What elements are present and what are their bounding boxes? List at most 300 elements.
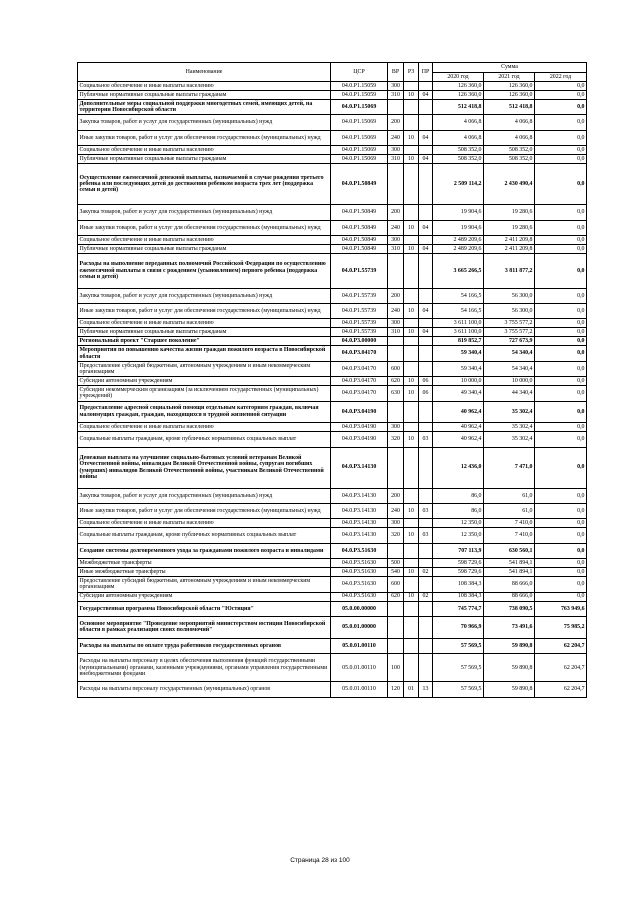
row-pr — [419, 559, 433, 568]
table-row — [78, 504, 587, 519]
row-name: Социальное обеспечение и иные выплаты населению — [78, 319, 331, 328]
page-footer: Страница 28 из 100 — [290, 857, 350, 864]
row-rz: 10 — [404, 303, 419, 318]
row-name: Субсидии некоммерческим организациям (за исключением государственных (муниципальных) учреждений) — [78, 386, 331, 401]
row-name: Денежная выплата на улучшение социально-бытовых условий ветеранам Великой Отечественной войны, инвалидам Великой Отечественной войны, супругам погибших (умерших) инвалидов Великой Отечественной войны, участникам Великой Отечественной войны — [78, 447, 331, 488]
row-name: Социальные выплаты гражданам, кроме публичных нормативных социальных выплат — [78, 432, 331, 447]
row-vr — [388, 346, 404, 361]
row-vr: 300 — [388, 146, 404, 155]
row-name: Субсидии автономным учреждениям — [78, 377, 331, 386]
row-2021: 7 410,0 — [484, 519, 535, 528]
row-csr: 04.0.P1.50849 — [331, 220, 388, 235]
row-2022: 0,0 — [535, 319, 587, 328]
row-vr — [388, 638, 404, 653]
row-rz: 10 — [404, 568, 419, 577]
row-csr: 04.0.P1.15059 — [331, 91, 388, 100]
row-vr: 200 — [388, 115, 404, 130]
row-rz — [404, 100, 419, 115]
row-2020: 49 340,4 — [433, 386, 484, 401]
row-2020: 57 569,5 — [433, 638, 484, 653]
row-pr — [419, 146, 433, 155]
row-pr — [419, 235, 433, 244]
row-pr — [419, 205, 433, 220]
row-csr: 04.0.P3.04170 — [331, 377, 388, 386]
row-2022: 0,0 — [535, 328, 587, 337]
row-rz — [404, 601, 419, 616]
row-name: Создание системы долговременного ухода за гражданами пожилого возраста и инвалидами — [78, 543, 331, 558]
row-2020: 3 611 100,0 — [433, 328, 484, 337]
row-csr: 05.0.01.00110 — [331, 654, 388, 682]
row-csr: 05.0.01.00110 — [331, 682, 388, 697]
row-rz — [404, 361, 419, 376]
row-pr — [419, 115, 433, 130]
row-2021: 508 352,0 — [484, 146, 535, 155]
row-vr: 240 — [388, 303, 404, 318]
row-pr: 04 — [419, 130, 433, 145]
table-row — [78, 337, 587, 346]
row-2022: 0,0 — [535, 235, 587, 244]
row-csr: 04.0.P1.15069 — [331, 155, 388, 164]
row-vr — [388, 543, 404, 558]
row-2022: 0,0 — [535, 432, 587, 447]
row-2020: 4 066,8 — [433, 115, 484, 130]
row-2022: 0,0 — [535, 592, 587, 601]
table-row — [78, 244, 587, 253]
row-name: Расходы на выплаты персоналу государственных (муниципальных) органов — [78, 682, 331, 697]
header-year-2020: 2020 год — [433, 73, 484, 82]
row-2021: 3 755 577,2 — [484, 328, 535, 337]
row-name: Социальное обеспечение и иные выплаты населению — [78, 235, 331, 244]
row-rz — [404, 337, 419, 346]
row-pr — [419, 253, 433, 288]
row-2020: 19 904,6 — [433, 220, 484, 235]
row-name: Расходы на выполнение переданных полномочий Российской Федерации по осуществлению ежемесячной выплаты в связи с рождением (усыновлением) первого ребенка (поддержка семьи и детей) — [78, 253, 331, 288]
row-pr — [419, 100, 433, 115]
row-2021: 56 300,0 — [484, 303, 535, 318]
row-2022: 763 949,6 — [535, 601, 587, 616]
row-2021: 738 090,5 — [484, 601, 535, 616]
row-2021: 7 410,0 — [484, 528, 535, 543]
table-row — [78, 220, 587, 235]
row-2022: 0,0 — [535, 253, 587, 288]
row-vr: 300 — [388, 82, 404, 91]
table-row — [78, 303, 587, 318]
row-csr: 04.0.P1.55739 — [331, 328, 388, 337]
row-rz — [404, 617, 419, 639]
row-vr: 240 — [388, 504, 404, 519]
row-2021: 630 560,1 — [484, 543, 535, 558]
row-vr: 300 — [388, 235, 404, 244]
row-name: Публичные нормативные социальные выплаты гражданам — [78, 244, 331, 253]
row-csr: 04.0.P3.04190 — [331, 432, 388, 447]
table-row — [78, 654, 587, 682]
row-name: Социальное обеспечение и иные выплаты населению — [78, 146, 331, 155]
row-name: Публичные нормативные социальные выплаты гражданам — [78, 328, 331, 337]
row-pr: 03 — [419, 504, 433, 519]
row-vr: 200 — [388, 288, 404, 303]
row-2022: 0,0 — [535, 346, 587, 361]
row-pr — [419, 654, 433, 682]
row-vr: 500 — [388, 559, 404, 568]
row-name: Предоставление субсидий бюджетным, автономным учреждениям и иным некоммерческим организациям — [78, 577, 331, 592]
row-2020: 12 350,0 — [433, 519, 484, 528]
row-rz — [404, 519, 419, 528]
row-2021: 61,0 — [484, 504, 535, 519]
row-2022: 0,0 — [535, 519, 587, 528]
table-row — [78, 543, 587, 558]
row-rz — [404, 164, 419, 205]
header-vr: ВР — [388, 63, 404, 82]
row-csr: 04.0.P1.50849 — [331, 164, 388, 205]
row-2022: 0,0 — [535, 447, 587, 488]
row-rz: 10 — [404, 244, 419, 253]
table-row — [78, 253, 587, 288]
row-2020: 2 509 114,2 — [433, 164, 484, 205]
row-2020: 126 360,0 — [433, 82, 484, 91]
row-name: Субсидии автономным учреждениям — [78, 592, 331, 601]
row-csr: 04.0.P3.04190 — [331, 423, 388, 432]
row-pr — [419, 638, 433, 653]
table-row — [78, 559, 587, 568]
row-vr: 300 — [388, 519, 404, 528]
row-2020: 598 729,6 — [433, 559, 484, 568]
row-2021: 56 300,0 — [484, 288, 535, 303]
row-pr — [419, 288, 433, 303]
row-2022: 0,0 — [535, 100, 587, 115]
row-csr: 04.0.P3.14130 — [331, 519, 388, 528]
row-vr — [388, 337, 404, 346]
row-name: Социальное обеспечение и иные выплаты населению — [78, 519, 331, 528]
row-name: Закупка товаров, работ и услуг для государственных (муниципальных) нужд — [78, 288, 331, 303]
row-2022: 0,0 — [535, 401, 587, 423]
row-2021: 61,0 — [484, 488, 535, 503]
row-rz — [404, 577, 419, 592]
row-2021: 508 352,0 — [484, 155, 535, 164]
table-body — [78, 82, 587, 698]
row-rz: 10 — [404, 377, 419, 386]
table-row — [78, 432, 587, 447]
row-csr: 04.0.P3.04170 — [331, 386, 388, 401]
row-rz — [404, 488, 419, 503]
row-2021: 541 894,1 — [484, 568, 535, 577]
row-2021: 4 066,8 — [484, 130, 535, 145]
row-vr — [388, 447, 404, 488]
row-csr: 04.0.P3.51630 — [331, 559, 388, 568]
row-name: Основное мероприятие "Проведение мероприятий министерством юстиции Новосибирской области в рамках реализации своих полномочий" — [78, 617, 331, 639]
row-vr — [388, 401, 404, 423]
table-row — [78, 346, 587, 361]
row-rz — [404, 447, 419, 488]
row-2022: 62 204,7 — [535, 654, 587, 682]
table-row — [78, 601, 587, 616]
row-pr: 04 — [419, 220, 433, 235]
row-name: Социальные выплаты гражданам, кроме публичных нормативных социальных выплат — [78, 528, 331, 543]
row-rz — [404, 423, 419, 432]
table-row — [78, 82, 587, 91]
row-pr: 03 — [419, 528, 433, 543]
row-2021: 2 430 490,4 — [484, 164, 535, 205]
row-name: Региональный проект "Старшее поколение" — [78, 337, 331, 346]
row-2020: 512 418,8 — [433, 100, 484, 115]
row-vr: 630 — [388, 386, 404, 401]
row-2022: 0,0 — [535, 82, 587, 91]
row-2020: 598 729,6 — [433, 568, 484, 577]
row-2021: 541 894,1 — [484, 559, 535, 568]
row-2022: 0,0 — [535, 205, 587, 220]
row-pr: 04 — [419, 303, 433, 318]
table-row — [78, 617, 587, 639]
row-vr — [388, 253, 404, 288]
row-csr: 04.0.P1.15069 — [331, 115, 388, 130]
row-csr: 04.0.P3.51630 — [331, 568, 388, 577]
row-name: Социальное обеспечение и иные выплаты населению — [78, 423, 331, 432]
row-2021: 54 340,4 — [484, 361, 535, 376]
table-row — [78, 115, 587, 130]
row-pr — [419, 346, 433, 361]
row-csr: 04.0.P3.14130 — [331, 528, 388, 543]
table-row — [78, 328, 587, 337]
row-pr — [419, 82, 433, 91]
row-csr: 04.0.P3.14130 — [331, 504, 388, 519]
row-rz — [404, 319, 419, 328]
row-name: Предоставление адресной социальной помощи отдельным категориям граждан, включая малоимущих граждан, граждан, находящихся в трудной жизненной ситуации — [78, 401, 331, 423]
row-vr: 540 — [388, 568, 404, 577]
row-pr — [419, 543, 433, 558]
row-2022: 0,0 — [535, 244, 587, 253]
row-pr — [419, 423, 433, 432]
row-csr: 04.0.P1.50849 — [331, 205, 388, 220]
row-pr — [419, 488, 433, 503]
row-vr — [388, 617, 404, 639]
table-row — [78, 386, 587, 401]
row-csr: 04.0.P3.04170 — [331, 346, 388, 361]
row-rz — [404, 346, 419, 361]
header-rz: РЗ — [404, 63, 419, 82]
row-rz — [404, 235, 419, 244]
row-2022: 0,0 — [535, 386, 587, 401]
row-csr: 04.0.P1.55739 — [331, 303, 388, 318]
row-rz: 10 — [404, 155, 419, 164]
row-vr: 200 — [388, 205, 404, 220]
row-2020: 3 665 266,5 — [433, 253, 484, 288]
row-name: Закупка товаров, работ и услуг для государственных (муниципальных) нужд — [78, 115, 331, 130]
row-pr — [419, 601, 433, 616]
row-2022: 0,0 — [535, 361, 587, 376]
row-pr: 04 — [419, 91, 433, 100]
row-rz — [404, 146, 419, 155]
row-2021: 88 666,0 — [484, 577, 535, 592]
row-rz: 10 — [404, 130, 419, 145]
table-row — [78, 155, 587, 164]
row-2022: 0,0 — [535, 164, 587, 205]
row-2022: 0,0 — [535, 130, 587, 145]
row-csr: 04.0.P1.50849 — [331, 244, 388, 253]
row-2022: 0,0 — [535, 488, 587, 503]
header-year-2022: 2022 год — [535, 73, 587, 82]
row-2021: 126 360,0 — [484, 91, 535, 100]
row-rz — [404, 543, 419, 558]
row-csr: 04.0.P1.15069 — [331, 130, 388, 145]
row-2020: 57 569,5 — [433, 654, 484, 682]
row-name: Публичные нормативные социальные выплаты гражданам — [78, 155, 331, 164]
row-2022: 62 204,7 — [535, 682, 587, 697]
row-2021: 126 360,0 — [484, 82, 535, 91]
header-name: Наименование — [78, 63, 331, 82]
table-row — [78, 288, 587, 303]
row-rz: 10 — [404, 592, 419, 601]
row-2021: 2 411 209,8 — [484, 235, 535, 244]
row-2020: 59 340,4 — [433, 361, 484, 376]
row-name: Иные закупки товаров, работ и услуг для обеспечения государственных (муниципальных) нужд — [78, 303, 331, 318]
row-2022: 0,0 — [535, 528, 587, 543]
row-pr: 06 — [419, 386, 433, 401]
row-pr — [419, 319, 433, 328]
row-csr: 04.0.P1.55739 — [331, 253, 388, 288]
table-row — [78, 592, 587, 601]
header-sum: Сумма — [433, 63, 587, 73]
row-2020: 54 166,5 — [433, 288, 484, 303]
row-2021: 4 066,8 — [484, 115, 535, 130]
row-vr: 310 — [388, 244, 404, 253]
row-name: Социальное обеспечение и иные выплаты населению — [78, 82, 331, 91]
row-name: Дополнительные меры социальной поддержки многодетных семей, имеющих детей, на территории Новосибирской области — [78, 100, 331, 115]
row-2022: 0,0 — [535, 91, 587, 100]
row-2020: 2 489 209,6 — [433, 235, 484, 244]
row-vr: 100 — [388, 654, 404, 682]
row-name: Межбюджетные трансферты — [78, 559, 331, 568]
row-csr: 04.0.P3.04190 — [331, 401, 388, 423]
row-pr: 04 — [419, 244, 433, 253]
row-2020: 10 000,0 — [433, 377, 484, 386]
row-2020: 19 904,6 — [433, 205, 484, 220]
row-2022: 0,0 — [535, 559, 587, 568]
row-2022: 0,0 — [535, 337, 587, 346]
table-row — [78, 319, 587, 328]
row-vr: 620 — [388, 377, 404, 386]
row-2021: 73 491,6 — [484, 617, 535, 639]
row-vr — [388, 601, 404, 616]
row-2022: 0,0 — [535, 146, 587, 155]
row-2021: 59 890,8 — [484, 682, 535, 697]
row-2021: 3 811 877,2 — [484, 253, 535, 288]
row-rz — [404, 654, 419, 682]
row-2021: 512 418,8 — [484, 100, 535, 115]
row-2020: 86,0 — [433, 504, 484, 519]
table-header — [78, 63, 587, 82]
row-pr — [419, 519, 433, 528]
header-pr: ПР — [419, 63, 433, 82]
row-2020: 108 384,3 — [433, 592, 484, 601]
row-name: Иные закупки товаров, работ и услуг для обеспечения государственных (муниципальных) нужд — [78, 220, 331, 235]
row-vr — [388, 100, 404, 115]
row-pr: 13 — [419, 682, 433, 697]
row-vr: 620 — [388, 592, 404, 601]
table-row — [78, 528, 587, 543]
table-row — [78, 164, 587, 205]
table-row — [78, 447, 587, 488]
row-pr — [419, 447, 433, 488]
row-2020: 707 113,9 — [433, 543, 484, 558]
row-pr: 03 — [419, 432, 433, 447]
row-rz — [404, 559, 419, 568]
row-vr: 200 — [388, 488, 404, 503]
row-csr: 05.0.01.00110 — [331, 638, 388, 653]
row-pr: 02 — [419, 568, 433, 577]
row-name: Осуществление ежемесячной денежной выплаты, назначаемой в случае рождения третьего ребенка или последующих детей до достижения ребенком возраста трех лет (поддержка семьи и детей) — [78, 164, 331, 205]
table-row — [78, 488, 587, 503]
row-2022: 0,0 — [535, 577, 587, 592]
row-name: Иные закупки товаров, работ и услуг для обеспечения государственных (муниципальных) нужд — [78, 130, 331, 145]
row-2021: 88 666,0 — [484, 592, 535, 601]
row-vr: 300 — [388, 423, 404, 432]
row-2022: 0,0 — [535, 115, 587, 130]
row-2020: 12 350,0 — [433, 528, 484, 543]
row-name: Расходы на выплаты по оплате труда работников государственных органов — [78, 638, 331, 653]
row-2020: 40 962,4 — [433, 432, 484, 447]
row-2022: 0,0 — [535, 568, 587, 577]
row-vr: 310 — [388, 91, 404, 100]
table-row — [78, 577, 587, 592]
row-name: Закупка товаров, работ и услуг для государственных (муниципальных) нужд — [78, 205, 331, 220]
row-2022: 0,0 — [535, 423, 587, 432]
row-2021: 59 890,8 — [484, 638, 535, 653]
row-2020: 57 569,5 — [433, 682, 484, 697]
row-rz: 01 — [404, 682, 419, 697]
table-row — [78, 205, 587, 220]
row-2022: 0,0 — [535, 220, 587, 235]
row-pr: 04 — [419, 155, 433, 164]
row-vr: 320 — [388, 432, 404, 447]
row-2021: 727 673,9 — [484, 337, 535, 346]
header-year-2021: 2021 год — [484, 73, 535, 82]
row-csr: 04.0.P3.14130 — [331, 488, 388, 503]
row-rz — [404, 82, 419, 91]
row-2022: 0,0 — [535, 288, 587, 303]
row-csr: 04.0.P1.50849 — [331, 235, 388, 244]
row-2020: 4 066,8 — [433, 130, 484, 145]
row-rz: 10 — [404, 328, 419, 337]
row-vr: 240 — [388, 130, 404, 145]
row-2021: 54 340,4 — [484, 346, 535, 361]
row-rz: 10 — [404, 528, 419, 543]
row-2022: 0,0 — [535, 377, 587, 386]
row-2021: 19 280,6 — [484, 220, 535, 235]
row-name: Мероприятия по повышению качества жизни граждан пожилого возраста в Новосибирской области — [78, 346, 331, 361]
row-csr: 04.0.P3.51630 — [331, 577, 388, 592]
row-2022: 0,0 — [535, 543, 587, 558]
row-2021: 10 000,0 — [484, 377, 535, 386]
table-row — [78, 91, 587, 100]
row-2020: 108 384,3 — [433, 577, 484, 592]
row-name: Закупка товаров, работ и услуг для государственных (муниципальных) нужд — [78, 488, 331, 503]
row-2022: 0,0 — [535, 303, 587, 318]
row-rz: 10 — [404, 504, 419, 519]
row-name: Расходы на выплаты персоналу в целях обеспечения выполнения функций государственными (муниципальными) органами, казенными учреждениями, органами управления государственными внебюджетными фондами — [78, 654, 331, 682]
row-rz — [404, 115, 419, 130]
row-2022: 0,0 — [535, 155, 587, 164]
row-name: Государственная программа Новосибирской области "Юстиция" — [78, 601, 331, 616]
row-2020: 70 966,9 — [433, 617, 484, 639]
row-pr — [419, 577, 433, 592]
row-rz: 10 — [404, 432, 419, 447]
row-pr: 04 — [419, 328, 433, 337]
row-csr: 04.0.P3.04170 — [331, 361, 388, 376]
row-2020: 745 774,7 — [433, 601, 484, 616]
row-csr: 04.0.P3.14130 — [331, 447, 388, 488]
table-row — [78, 682, 587, 697]
row-pr: 06 — [419, 377, 433, 386]
row-csr: 04.0.P3.51630 — [331, 592, 388, 601]
